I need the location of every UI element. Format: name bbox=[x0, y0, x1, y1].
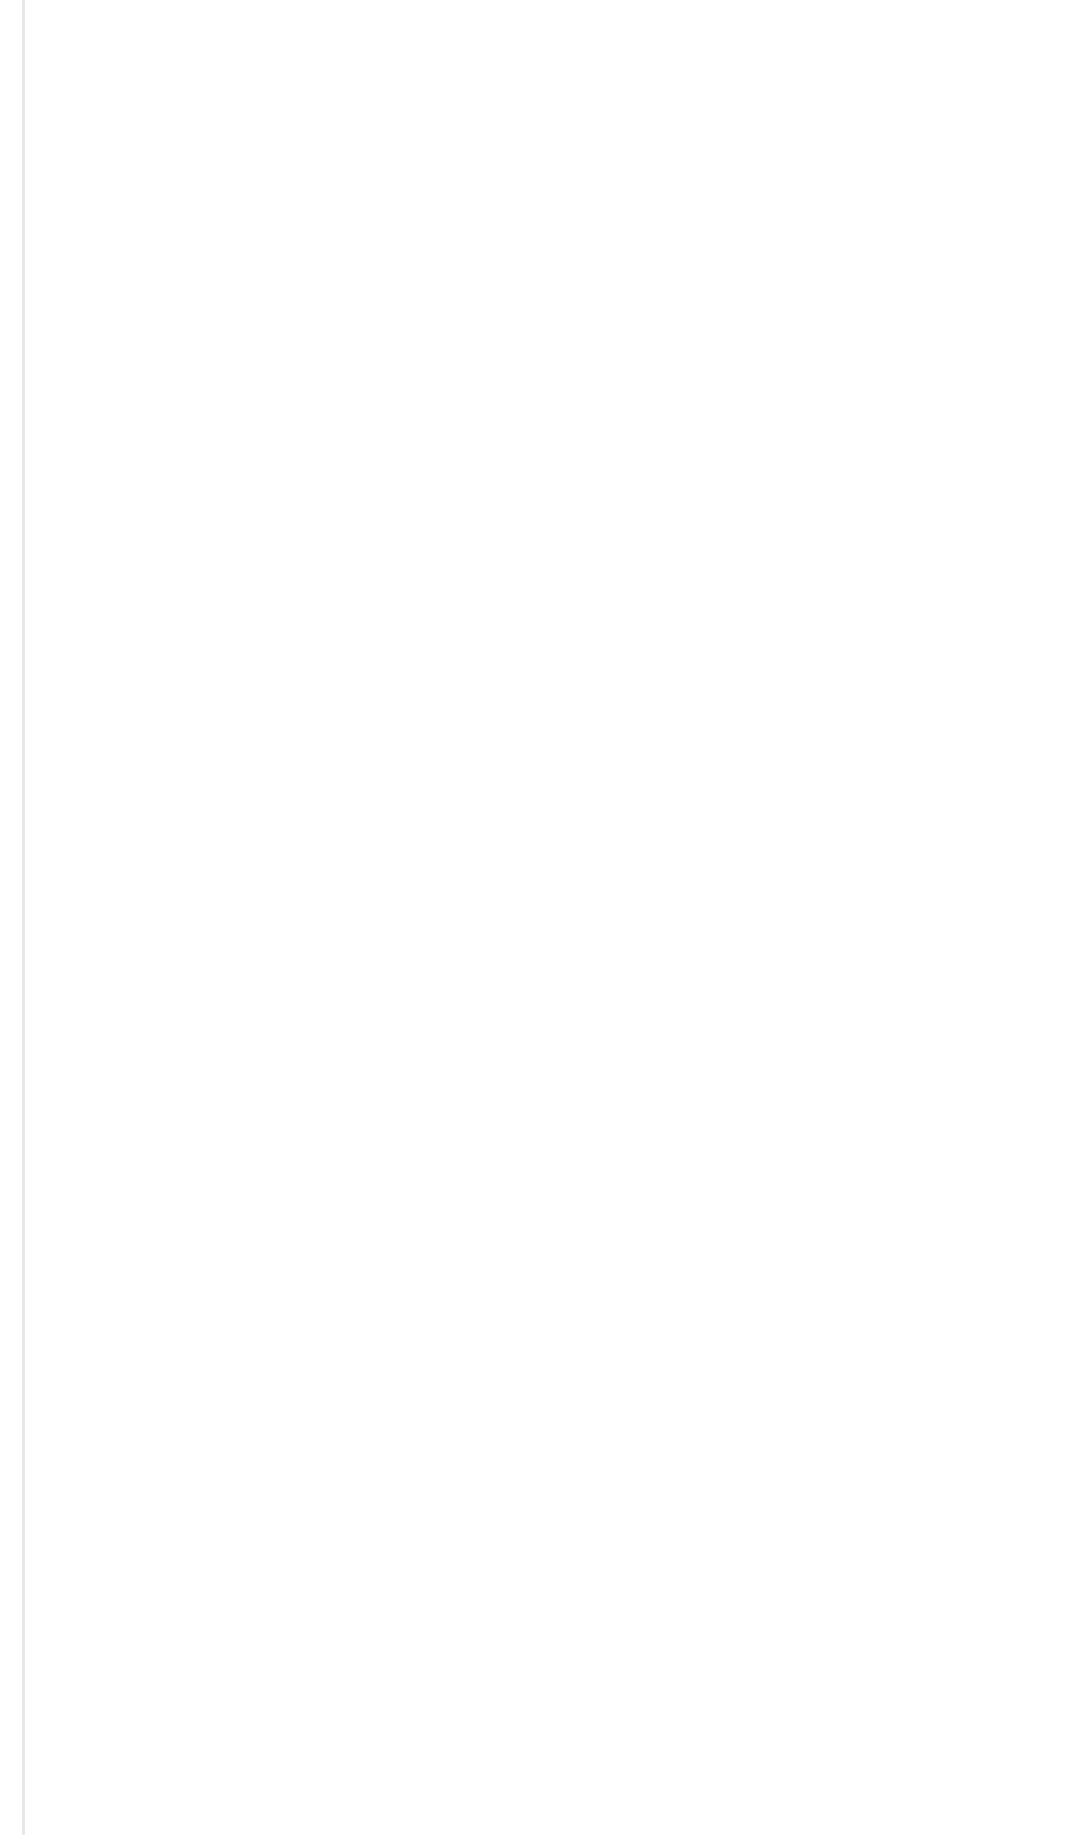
left-border-rule bbox=[22, 0, 25, 1835]
